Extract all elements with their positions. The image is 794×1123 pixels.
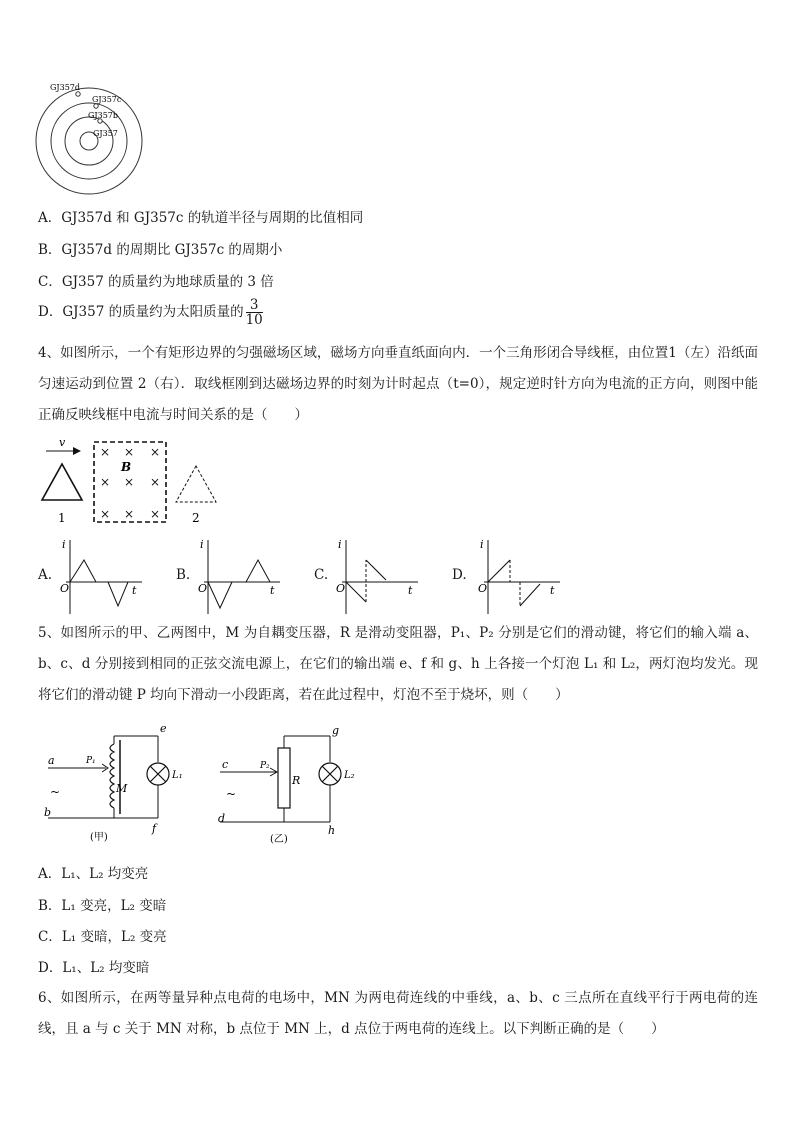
q4-choice-c-label[interactable]: C. [314, 567, 329, 583]
t-label: t [550, 584, 555, 597]
svg-text:×: × [124, 507, 135, 521]
i-label: i [480, 538, 484, 551]
triangle-position-1 [42, 464, 82, 500]
q3-option-a[interactable]: A．GJ357d 和 GJ357c 的轨道半径与周期的比值相同 [38, 210, 364, 226]
caption-jia: (甲) [90, 832, 108, 843]
fraction [246, 298, 263, 327]
terminal-h: h [328, 824, 336, 837]
orbit-figure [30, 78, 170, 198]
rheostat-r-label: R [292, 774, 301, 787]
svg-text:×: × [124, 475, 135, 489]
svg-text:×: × [100, 507, 111, 521]
label-gj357d: GJ357d [50, 83, 80, 92]
ac-symbol: ~ [50, 785, 61, 799]
q3-option-b[interactable]: B．GJ357d 的周期比 GJ357c 的周期小 [38, 242, 283, 258]
slider-p1-label: P₁ [86, 756, 96, 766]
t-label: t [408, 584, 413, 597]
transformer-m-label: M [116, 782, 128, 795]
fraction-denominator: 10 [245, 312, 263, 328]
orbit-d [36, 88, 142, 194]
terminal-d: d [218, 812, 226, 825]
current-positive-pulse [70, 560, 96, 582]
current-negative-pulse [208, 582, 232, 608]
t-label: t [132, 584, 137, 597]
current-positive-ramp [366, 560, 386, 580]
terminal-e: e [160, 722, 167, 735]
q5-option-c[interactable]: C．L₁ 变暗，L₂ 变亮 [38, 929, 167, 945]
i-label: i [62, 538, 66, 551]
q6-question-text: 6、如图所示，在两等量异种点电荷的电场中，MN 为两电荷连线的中垂线，a、b、c 三点所在直线平行于两电荷的连线，且 a 与 c 关于 MN 对称，b 点位于 MN 上，d 点位于两电荷的连线上。以下判断正确的是（ ） [38, 990, 758, 1037]
origin-label: O [478, 582, 488, 595]
t-label: t [270, 584, 275, 597]
planet-d [76, 92, 80, 96]
terminal-a: a [48, 754, 55, 767]
q4-graph-c[interactable] [334, 536, 424, 616]
svg-text:×: × [150, 507, 161, 521]
label-gj357b: GJ357b [88, 111, 118, 120]
svg-text:×: × [150, 475, 161, 489]
current-positive-ramp [488, 560, 510, 582]
slider-p2-label: P₂ [260, 761, 270, 771]
field-crosses [100, 445, 160, 521]
field-b-label: B [121, 460, 132, 474]
velocity-label: v [59, 438, 66, 449]
terminal-b: b [44, 806, 52, 819]
svg-text:×: × [124, 445, 135, 459]
terminal-c: c [222, 758, 229, 771]
origin-label: O [336, 582, 346, 595]
label-gj357c: GJ357c [92, 95, 122, 104]
q4-choice-d-label[interactable]: D. [452, 567, 467, 583]
orbit-b [65, 117, 113, 165]
current-negative-pulse [108, 582, 128, 606]
lamp-l1-label: L₁ [172, 770, 183, 781]
terminal-f: f [152, 822, 157, 835]
lamp-l2-label: L₂ [344, 770, 355, 781]
q5-figure-jia [40, 722, 200, 848]
triangle-position-2 [176, 466, 216, 502]
planet-c [94, 104, 98, 108]
q4-question-text: 4、如图所示，一个有矩形边界的匀强磁场区域，磁场方向垂直纸面向内．一个三角形闭合导线框，由位置1（左）沿纸面匀速运动到位置 2（右）．取线框刚到达磁场边界的时刻为计时起点（t=0），规定逆时针方向为电流的正方向，则图中能正确反映线框中电流与时间关系的是（ ） [38, 345, 758, 423]
ac-symbol: ~ [226, 787, 237, 801]
label-gj357: GJ357 [93, 129, 118, 138]
fraction-numerator: 3 [246, 298, 263, 313]
q4-choice-b-label[interactable]: B. [176, 567, 191, 583]
q5-question-text: 5、如图所示的甲、乙两图中，M 为自耦变压器，R 是滑动变阻器，P₁、P₂ 分别是它们的滑动键，将它们的输入端 a、b、c、d 分别接到相同的正弦交流电源上，在它们的输出端 e、f 和 g、h 上各接一个灯泡 L₁ 和 L₂，两灯泡均发光。现将它们的滑动键 P 均向下滑动一小段距离，若在此过程中，灯泡不至于烧坏，则（ ） [38, 625, 758, 703]
origin-label: O [198, 582, 208, 595]
q4-setup-figure [36, 438, 236, 530]
position-2-label: 2 [192, 511, 200, 525]
rheostat-r [278, 748, 290, 808]
q3-option-d-text: D．GJ357 的质量约为太阳质量的 [38, 304, 244, 320]
current-positive-pulse [246, 560, 270, 582]
origin-label: O [60, 582, 70, 595]
q4-graph-b[interactable] [196, 536, 286, 616]
terminal-g: g [332, 724, 340, 737]
current-negative-ramp [520, 584, 540, 606]
q3-option-c[interactable]: C．GJ357 的质量约为地球质量的 3 倍 [38, 274, 274, 290]
q5-option-a[interactable]: A．L₁、L₂ 均变亮 [38, 866, 149, 882]
q4-graph-d[interactable] [476, 536, 566, 616]
q4-choice-a-label[interactable]: A. [38, 567, 53, 583]
autotransformer-coil [110, 744, 114, 808]
i-label: i [200, 538, 204, 551]
svg-text:×: × [100, 475, 111, 489]
position-1-label: 1 [58, 511, 66, 525]
caption-yi: (乙) [270, 834, 288, 845]
i-label: i [338, 538, 342, 551]
svg-text:×: × [150, 445, 161, 459]
q4-graph-a[interactable] [58, 536, 148, 616]
q5-figure-yi [212, 722, 372, 848]
svg-text:×: × [100, 445, 111, 459]
q5-option-d[interactable]: D．L₁、L₂ 均变暗 [38, 960, 150, 976]
q3-option-d[interactable] [38, 298, 263, 327]
q5-option-b[interactable]: B．L₁ 变亮，L₂ 变暗 [38, 898, 167, 914]
current-negative-ramp [346, 582, 366, 602]
